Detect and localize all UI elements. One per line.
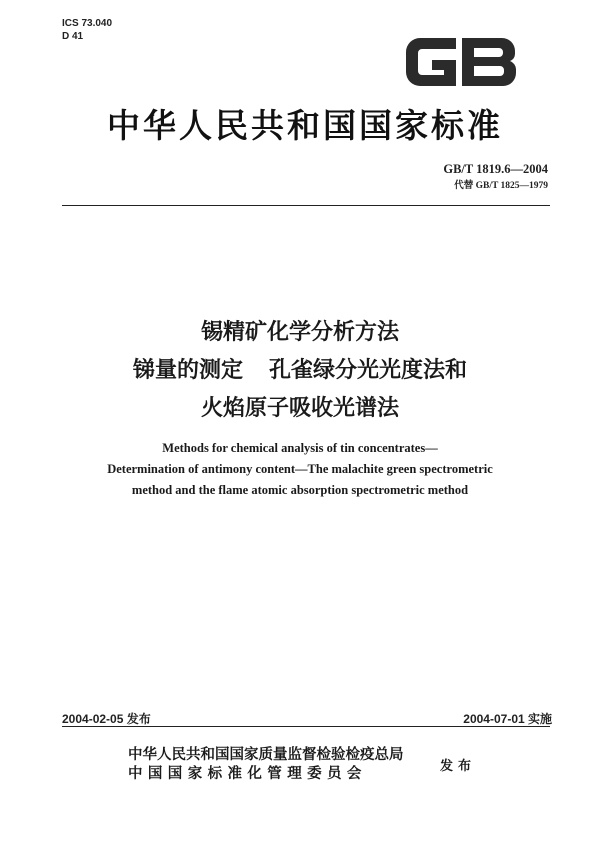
ccs-code: D 41 bbox=[62, 31, 84, 42]
issuer-aqsiq: 中华人民共和国国家质量监督检验检疫总局 bbox=[128, 747, 404, 763]
implementation-date: 2004-07-01 实施 bbox=[463, 712, 552, 726]
replaces-standard: 代替 GB/T 1825—1979 bbox=[454, 181, 548, 191]
chinese-title bbox=[60, 314, 540, 428]
english-title bbox=[50, 438, 550, 501]
chinese-title-line-2b: 孔雀绿分光光度法和 bbox=[269, 358, 468, 383]
gb-logo bbox=[398, 28, 524, 94]
standard-number: GB/T 1819.6—2004 bbox=[443, 162, 548, 176]
english-title-line-3: method and the flame atomic absorption spectrometric method bbox=[131, 483, 469, 497]
english-title-line-1: Methods for chemical analysis of tin concentrates— bbox=[162, 441, 438, 455]
top-divider bbox=[62, 205, 550, 206]
national-standard-heading: 中华人民共和国国家标准 bbox=[107, 106, 503, 145]
classification-codes bbox=[62, 17, 112, 43]
chinese-title-line-2 bbox=[60, 352, 540, 390]
standard-number-block bbox=[443, 162, 548, 191]
logo-letter-g bbox=[406, 38, 456, 86]
logo-letter-b bbox=[462, 38, 516, 86]
bottom-divider bbox=[62, 726, 550, 727]
chinese-title-line-1: 锡精矿化学分析方法 bbox=[200, 320, 399, 345]
issuing-organizations bbox=[128, 746, 404, 784]
ics-code: ICS 73.040 bbox=[62, 18, 113, 29]
chinese-title-line-3: 火焰原子吸收光谱法 bbox=[200, 396, 399, 421]
issuer-sac: 中国国家标准化管理委员会 bbox=[128, 766, 367, 782]
chinese-title-line-2a: 锑量的测定 bbox=[132, 358, 243, 383]
issue-date: 2004-02-05 发布 bbox=[62, 712, 151, 726]
english-title-line-2: Determination of antimony content—The malachite green spectrometric bbox=[107, 462, 493, 476]
issued-label: 发布 bbox=[440, 759, 477, 774]
